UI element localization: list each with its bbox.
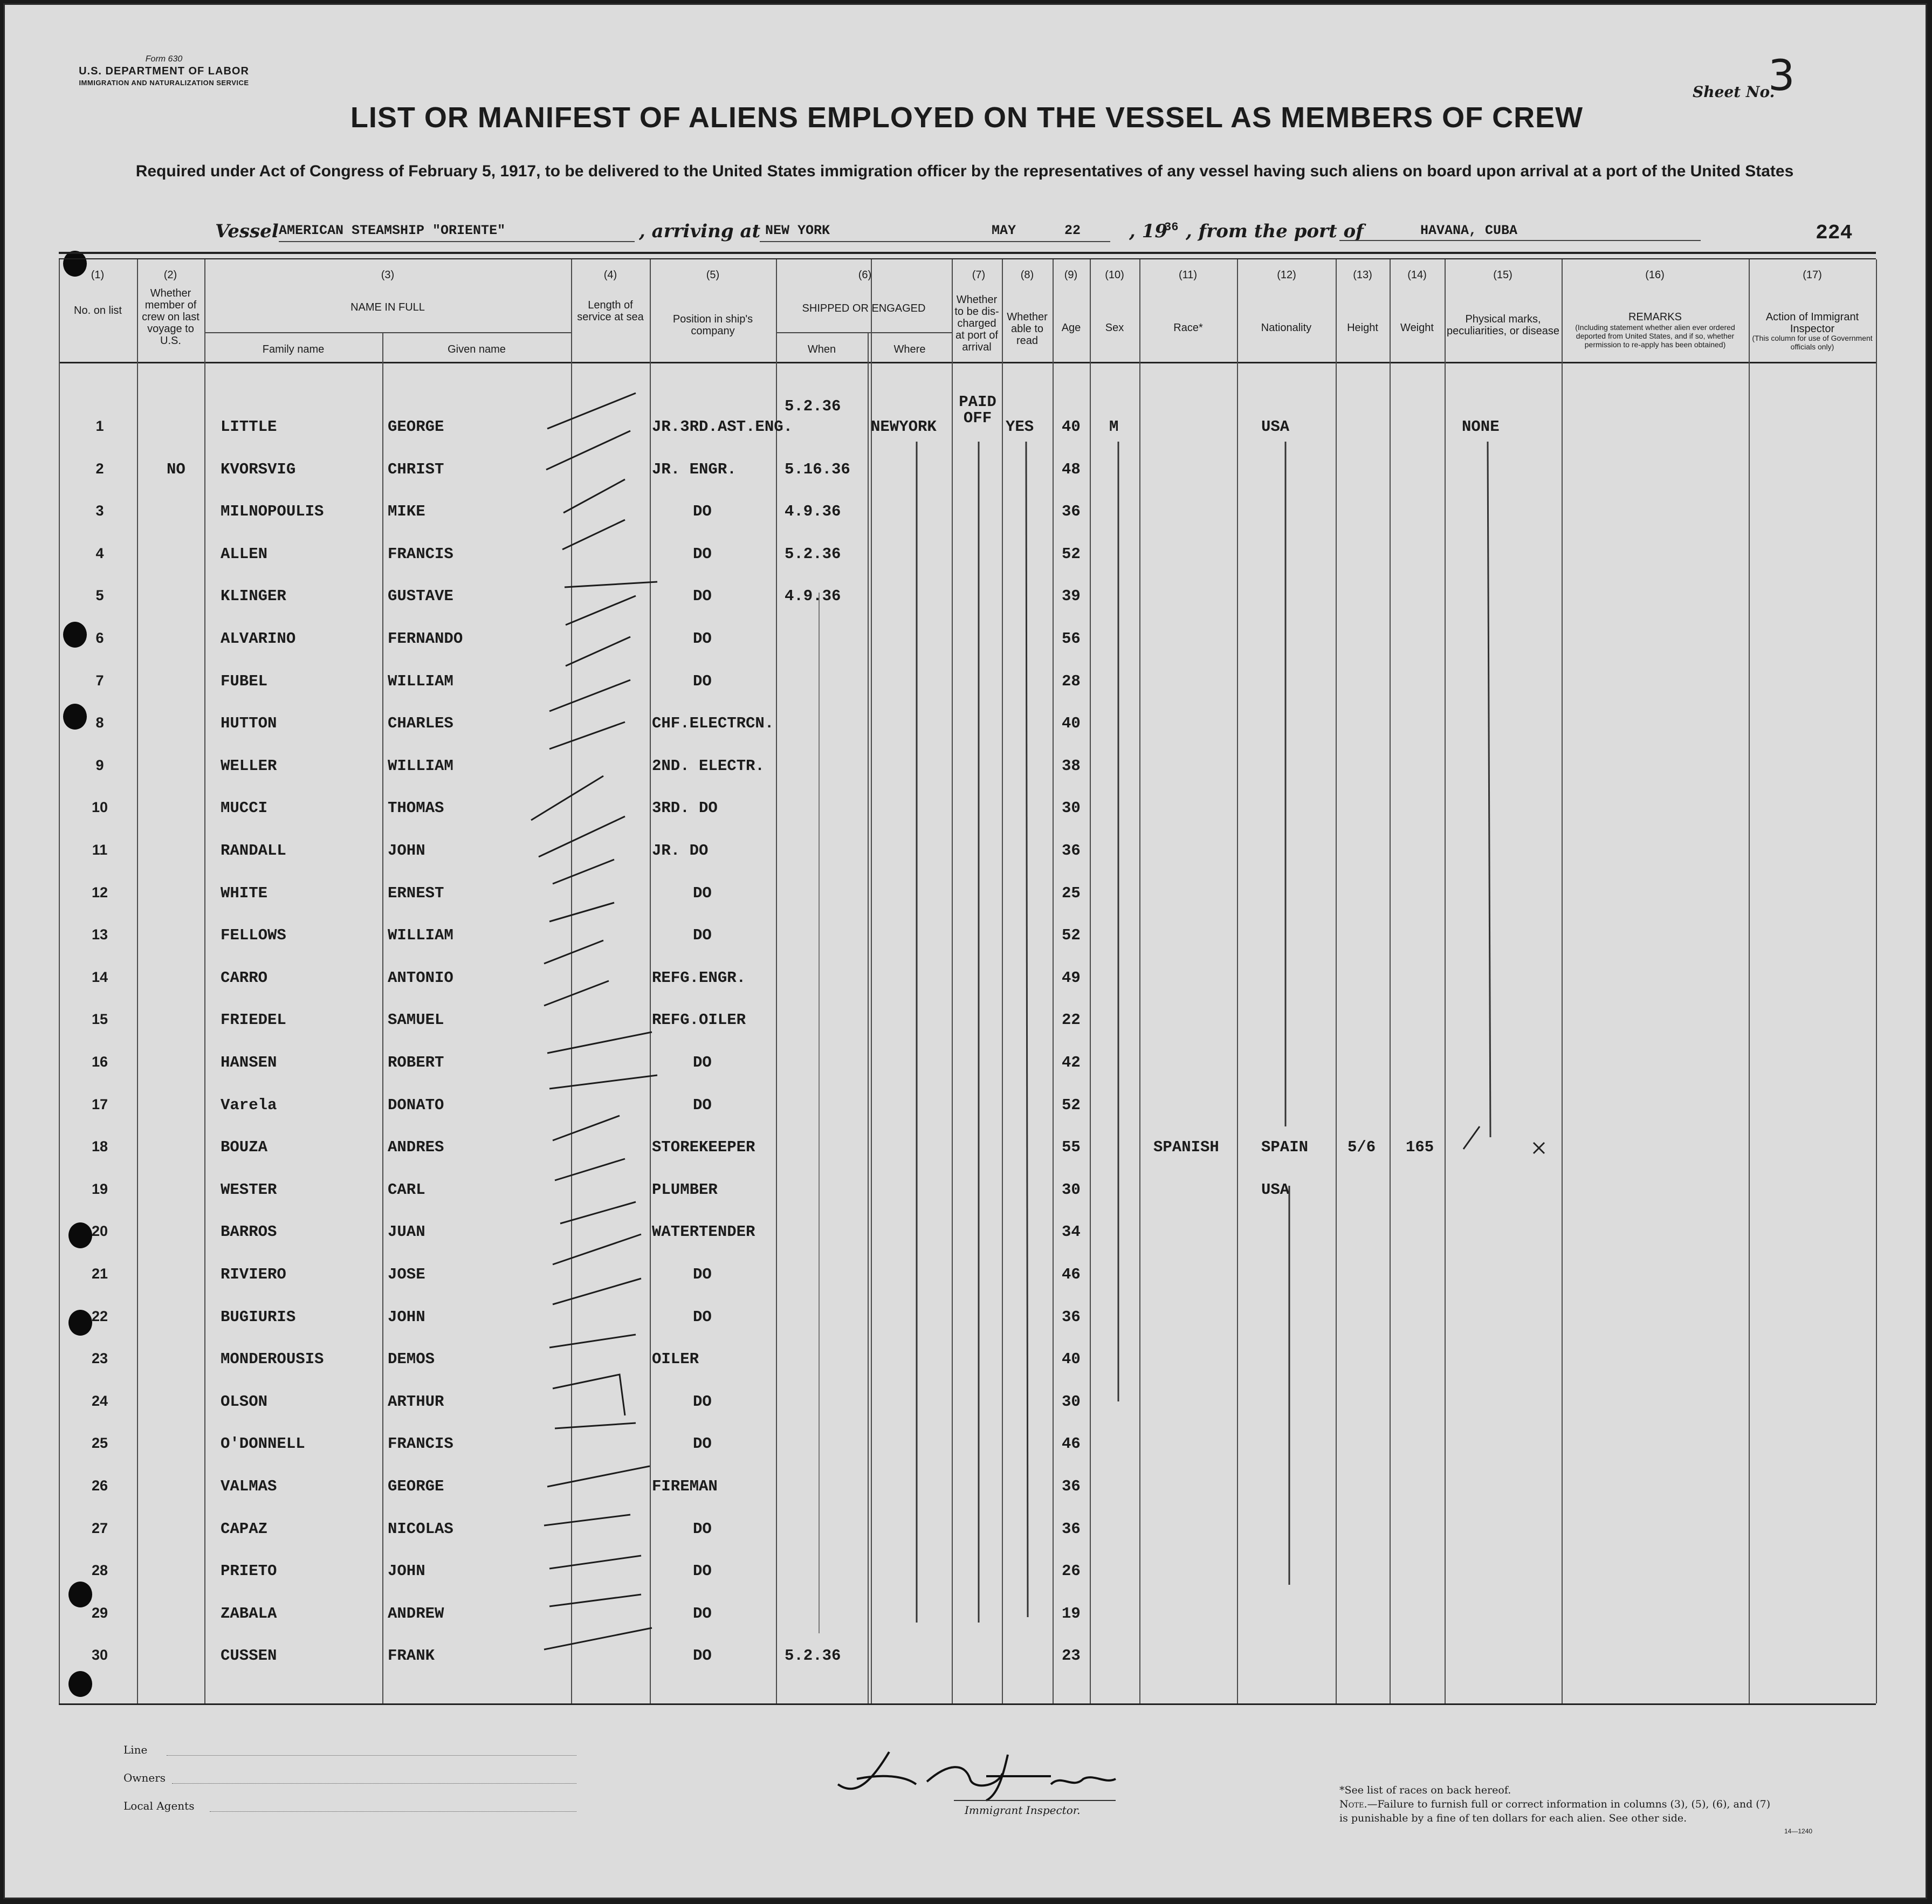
sheet-label: Sheet No. (1693, 83, 1775, 101)
age-value: 22 (1062, 1011, 1081, 1029)
row-number: 10 (91, 799, 108, 816)
ship-position: REFG.OILER (652, 1011, 746, 1029)
vessel-name: AMERICAN STEAMSHIP "ORIENTE" (279, 223, 635, 242)
weight-value: 165 (1406, 1138, 1434, 1157)
column-number: (4) (603, 269, 617, 281)
given-name: JOSE (388, 1266, 425, 1283)
physical-marks: NONE (1462, 418, 1500, 436)
manifest-sheet (3, 3, 1927, 1899)
column-number: (17) (1803, 269, 1822, 281)
ship-position: 3RD. DO (652, 799, 718, 817)
ship-position: OILER (652, 1350, 699, 1369)
column-number: (15) (1493, 269, 1512, 281)
given-name: NICOLAS (388, 1520, 453, 1538)
row-number: 2 (95, 460, 104, 477)
given-name: CHRIST (388, 460, 444, 478)
given-name: SAMUEL (388, 1011, 444, 1029)
age-value: 25 (1062, 884, 1081, 902)
ship-position: DO (693, 672, 712, 690)
page-number: 224 (1816, 222, 1853, 245)
note-text: —Failure to furnish full or correct information in columns (3), (5), (6), and (7) is punishable by a fine of ten dollars for each alien. See other side. (1339, 1798, 1771, 1824)
age-value: 40 (1062, 1350, 1081, 1369)
able-to-read: YES (1006, 418, 1034, 436)
ship-position: STOREKEEPER (652, 1138, 755, 1157)
age-value: 36 (1062, 503, 1081, 521)
discharged-status: PAID OFF (959, 393, 996, 427)
ship-position: PLUMBER (652, 1180, 718, 1199)
given-name: WILLIAM (388, 672, 453, 690)
age-value: 48 (1062, 460, 1081, 478)
column-header-family: Family name (262, 343, 325, 355)
row-number: 5 (95, 587, 104, 604)
family-name: HANSEN (221, 1054, 277, 1071)
row-number: 7 (95, 672, 104, 689)
age-value: 36 (1062, 1520, 1081, 1538)
ship-position: DO (693, 1520, 712, 1538)
column-number: (1) (91, 269, 105, 281)
shipped-when: 5.16.36 (785, 460, 850, 478)
agents-field (210, 1810, 576, 1812)
family-name: WELLER (221, 757, 277, 775)
age-value: 55 (1062, 1138, 1081, 1157)
column-header-height: Height (1347, 322, 1378, 334)
column-number: (12) (1277, 269, 1296, 281)
row-number: 15 (91, 1011, 108, 1028)
row-number: 6 (95, 630, 104, 646)
ship-position: DO (693, 1604, 712, 1623)
column-header-action-note: (This column for use of Government officials only) (1752, 334, 1873, 351)
column-header-age: Age (1061, 322, 1081, 334)
ship-position: DO (693, 503, 712, 521)
family-name: CUSSEN (221, 1647, 277, 1665)
shipped-when: 5.2.36 (785, 397, 841, 415)
row-number: 8 (95, 714, 104, 731)
age-value: 38 (1062, 757, 1081, 775)
column-header-where: Where (893, 343, 926, 355)
family-name: O'DONNELL (221, 1435, 305, 1453)
page-subtitle: Required under Act of Congress of February 5, 1917, to be delivered to the United States immigration officer by the representatives of any vessel having such aliens on board upon arrival at a port of the United States (135, 162, 1794, 180)
column-header-position: Position in ship's company (672, 313, 753, 337)
column-header-read: Whether able to read (1007, 311, 1048, 347)
shipped-when: 4.9.36 (785, 503, 841, 521)
age-value: 40 (1062, 418, 1081, 436)
column-header-member: Whether member of crew on last voyage to U.S. (142, 287, 200, 347)
vessel-label: Vessel (215, 221, 279, 242)
column-header-given: Given name (448, 343, 506, 355)
row-number: 14 (91, 968, 108, 985)
family-name: KLINGER (221, 587, 286, 606)
ship-position: DO (693, 1054, 712, 1071)
family-name: FUBEL (221, 672, 268, 690)
age-value: 46 (1062, 1266, 1081, 1283)
ship-position: DO (693, 1266, 712, 1283)
given-name: FRANCIS (388, 1435, 453, 1453)
height-value: 5/6 (1347, 1138, 1376, 1157)
family-name: BOUZA (221, 1138, 268, 1157)
given-name: DONATO (388, 1096, 444, 1114)
given-name: THOMAS (388, 799, 444, 817)
family-name: BUGIURIS (221, 1308, 296, 1326)
note-label: Note. (1339, 1798, 1367, 1810)
age-value: 30 (1062, 1392, 1081, 1411)
fine-note (1339, 1797, 1782, 1825)
family-name: WESTER (221, 1180, 277, 1199)
family-name: LITTLE (221, 418, 277, 436)
footer-note (1339, 1783, 1782, 1825)
age-value: 26 (1062, 1562, 1081, 1580)
column-number: (13) (1353, 269, 1372, 281)
row-number: 23 (91, 1350, 108, 1367)
column-header-discharged: Whether to be dis-charged at port of arrival (954, 294, 999, 353)
column-header-no: No. on list (74, 305, 122, 317)
given-name: FRANCIS (388, 545, 453, 563)
row-number: 19 (91, 1180, 108, 1197)
sex-value: M (1109, 418, 1119, 436)
family-name: OLSON (221, 1392, 268, 1411)
row-number: 21 (91, 1266, 108, 1282)
page-title: LIST OR MANIFEST OF ALIENS EMPLOYED ON THE VESSEL AS MEMBERS OF CREW (350, 101, 1584, 134)
family-name: MONDEROUSIS (221, 1350, 324, 1369)
given-name: GUSTAVE (388, 587, 453, 606)
age-value: 36 (1062, 1308, 1081, 1326)
given-name: WILLIAM (388, 757, 453, 775)
row-number: 28 (91, 1562, 108, 1579)
ship-position: DO (693, 1562, 712, 1580)
column-header-nationality: Nationality (1261, 322, 1312, 334)
row-number: 22 (91, 1308, 108, 1324)
column-header-physical: Physical marks, peculiarities, or disease (1447, 313, 1559, 337)
column-header-shipped: SHIPPED OR ENGAGED (802, 303, 926, 314)
ship-position: DO (693, 587, 712, 606)
family-name: Varela (221, 1096, 277, 1114)
given-name: ANDRES (388, 1138, 444, 1157)
family-name: BARROS (221, 1223, 277, 1241)
shipped-when: 4.9.36 (785, 587, 841, 606)
family-name: MILNOPOULIS (221, 503, 324, 521)
form-number: Form 630 (145, 54, 183, 64)
row-number: 1 (95, 418, 104, 434)
row-number: 12 (91, 884, 108, 901)
given-name: CHARLES (388, 714, 453, 733)
handwritten-marks (5, 5, 1927, 1899)
family-name: FELLOWS (221, 926, 286, 945)
arrival-month: MAY (992, 223, 1016, 238)
given-name: JUAN (388, 1223, 425, 1241)
row-number: 3 (95, 503, 104, 519)
age-value: 42 (1062, 1054, 1081, 1071)
row-number: 29 (91, 1604, 108, 1621)
races-note: *See list of races on back hereof. (1339, 1784, 1511, 1796)
ship-position: DO (693, 926, 712, 945)
age-value: 36 (1062, 842, 1081, 860)
service-name: IMMIGRATION AND NATURALIZATION SERVICE (79, 79, 249, 87)
column-number: (3) (381, 269, 395, 281)
family-name: ALLEN (221, 545, 268, 563)
age-value: 52 (1062, 1096, 1081, 1114)
family-name: ZABALA (221, 1604, 277, 1623)
given-name: ERNEST (388, 884, 444, 902)
family-name: PRIETO (221, 1562, 277, 1580)
age-value: 36 (1062, 1477, 1081, 1495)
shipped-when: 5.2.36 (785, 1647, 841, 1665)
row-number: 25 (91, 1435, 108, 1452)
row-number: 24 (91, 1392, 108, 1409)
column-header-remarks: REMARKS (1628, 311, 1682, 323)
age-value: 28 (1062, 672, 1081, 690)
column-number: (11) (1178, 269, 1198, 281)
age-value: 23 (1062, 1647, 1081, 1665)
ship-position: JR. DO (652, 842, 709, 860)
row-number: 9 (95, 757, 104, 773)
x-mark (1534, 1143, 1544, 1153)
given-name: ROBERT (388, 1054, 444, 1071)
owners-field (172, 1782, 576, 1784)
given-name: FERNANDO (388, 630, 463, 648)
ship-position: JR.3RD.AST.ENG. (652, 418, 793, 436)
ship-position: DO (693, 545, 712, 563)
given-name: GEORGE (388, 418, 444, 436)
check-mark (1463, 1126, 1480, 1149)
checkmarks (531, 393, 657, 1649)
age-value: 39 (1062, 587, 1081, 606)
family-name: RIVIERO (221, 1266, 286, 1283)
family-name: WHITE (221, 884, 268, 902)
from-label: , from the port of (1186, 221, 1364, 242)
row-number: 17 (91, 1096, 108, 1112)
ship-position: REFG.ENGR. (652, 968, 746, 987)
given-name: WILLIAM (388, 926, 453, 945)
row-number: 18 (91, 1138, 108, 1155)
age-value: 56 (1062, 630, 1081, 648)
column-header-sex: Sex (1105, 322, 1124, 334)
family-name: VALMAS (221, 1477, 277, 1495)
column-number: (7) (972, 269, 986, 281)
ship-position: DO (693, 1392, 712, 1411)
row-number: 20 (91, 1223, 108, 1240)
ditto-lines (819, 442, 1490, 1633)
given-name: MIKE (388, 503, 425, 521)
race-value: SPANISH (1153, 1138, 1219, 1157)
column-header-action: Action of Immigrant Inspector (1765, 311, 1859, 335)
column-number: (6) (858, 269, 872, 281)
inspector-caption: Immigrant Inspector. (965, 1804, 1081, 1817)
row-number: 11 (92, 842, 108, 858)
ship-position: JR. ENGR. (652, 460, 737, 478)
ship-position: DO (693, 1435, 712, 1453)
nationality-value: USA (1261, 418, 1290, 436)
family-name: CAPAZ (221, 1520, 268, 1538)
shipped-when: 5.2.36 (785, 545, 841, 563)
column-header-weight: Weight (1400, 322, 1434, 334)
ship-position: FIREMAN (652, 1477, 718, 1495)
column-number: (5) (706, 269, 720, 281)
age-value: 30 (1062, 799, 1081, 817)
ship-position: 2ND. ELECTR. (652, 757, 765, 775)
given-name: ANDREW (388, 1604, 444, 1623)
family-name: HUTTON (221, 714, 277, 733)
ship-position: CHF.ELECTRCN. (652, 714, 774, 733)
nationality-value: USA (1261, 1180, 1290, 1199)
column-header-length: Length of service at sea (577, 299, 644, 323)
given-name: JOHN (388, 1308, 425, 1326)
age-value: 19 (1062, 1604, 1081, 1623)
column-number: (16) (1645, 269, 1665, 281)
row-number: 16 (91, 1054, 108, 1070)
ship-position: WATERTENDER (652, 1223, 755, 1241)
age-value: 40 (1062, 714, 1081, 733)
row-number: 26 (91, 1477, 108, 1494)
column-number: (8) (1020, 269, 1034, 281)
column-header-race: Race* (1173, 322, 1203, 334)
arrival-year: 36 (1164, 221, 1179, 234)
age-value: 30 (1062, 1180, 1081, 1199)
column-number: (10) (1105, 269, 1124, 281)
column-number: (2) (163, 269, 177, 281)
owners-label: Owners (123, 1771, 166, 1784)
row-number: 13 (91, 926, 108, 943)
column-header-name: NAME IN FULL (350, 301, 425, 313)
ship-position: DO (693, 1647, 712, 1665)
crew-member-flag: NO (167, 460, 185, 478)
departure-port: HAVANA, CUBA (1339, 223, 1701, 241)
age-value: 49 (1062, 968, 1081, 987)
given-name: FRANK (388, 1647, 435, 1665)
arrival-port: NEW YORK (760, 223, 1110, 242)
column-number: (9) (1064, 269, 1078, 281)
arrival-day: 22 (1064, 223, 1081, 238)
row-number: 4 (95, 545, 104, 561)
family-name: CARRO (221, 968, 268, 987)
sheet-number: 3 (1768, 52, 1795, 100)
nationality-value: SPAIN (1261, 1138, 1309, 1157)
family-name: ALVARINO (221, 630, 296, 648)
ship-position: DO (693, 1308, 712, 1326)
given-name: ARTHUR (388, 1392, 444, 1411)
arriving-label: , arriving at (639, 221, 761, 242)
family-name: FRIEDEL (221, 1011, 286, 1029)
given-name: ANTONIO (388, 968, 453, 987)
age-value: 52 (1062, 926, 1081, 945)
given-name: GEORGE (388, 1477, 444, 1495)
given-name: CARL (388, 1180, 425, 1199)
given-name: JOHN (388, 842, 425, 860)
ship-position: DO (693, 1096, 712, 1114)
form-code: 14—1240 (1784, 1827, 1813, 1835)
age-value: 52 (1062, 545, 1081, 563)
column-number: (14) (1407, 269, 1427, 281)
department-name: U.S. DEPARTMENT OF LABOR (79, 65, 249, 77)
family-name: RANDALL (221, 842, 286, 860)
family-name: MUCCI (221, 799, 268, 817)
given-name: JOHN (388, 1562, 425, 1580)
family-name: KVORSVIG (221, 460, 296, 478)
shipped-where: NEWYORK (871, 418, 937, 436)
line-field (167, 1754, 576, 1756)
age-value: 46 (1062, 1435, 1081, 1453)
agents-label: Local Agents (123, 1799, 195, 1812)
row-number: 30 (91, 1647, 108, 1664)
column-header-remarks-note: (Including statement whether alien ever ordered deported from United States, and if so, whether permission to re-apply has been obtained) (1575, 323, 1735, 349)
line-label: Line (123, 1743, 148, 1756)
column-header-when: When (807, 343, 836, 355)
age-value: 34 (1062, 1223, 1081, 1241)
ship-position: DO (693, 884, 712, 902)
given-name: DEMOS (388, 1350, 435, 1369)
year-label: , 19 (1129, 221, 1167, 242)
ship-position: DO (693, 630, 712, 648)
inspector-signature (824, 1747, 1126, 1806)
row-number: 27 (91, 1520, 108, 1536)
